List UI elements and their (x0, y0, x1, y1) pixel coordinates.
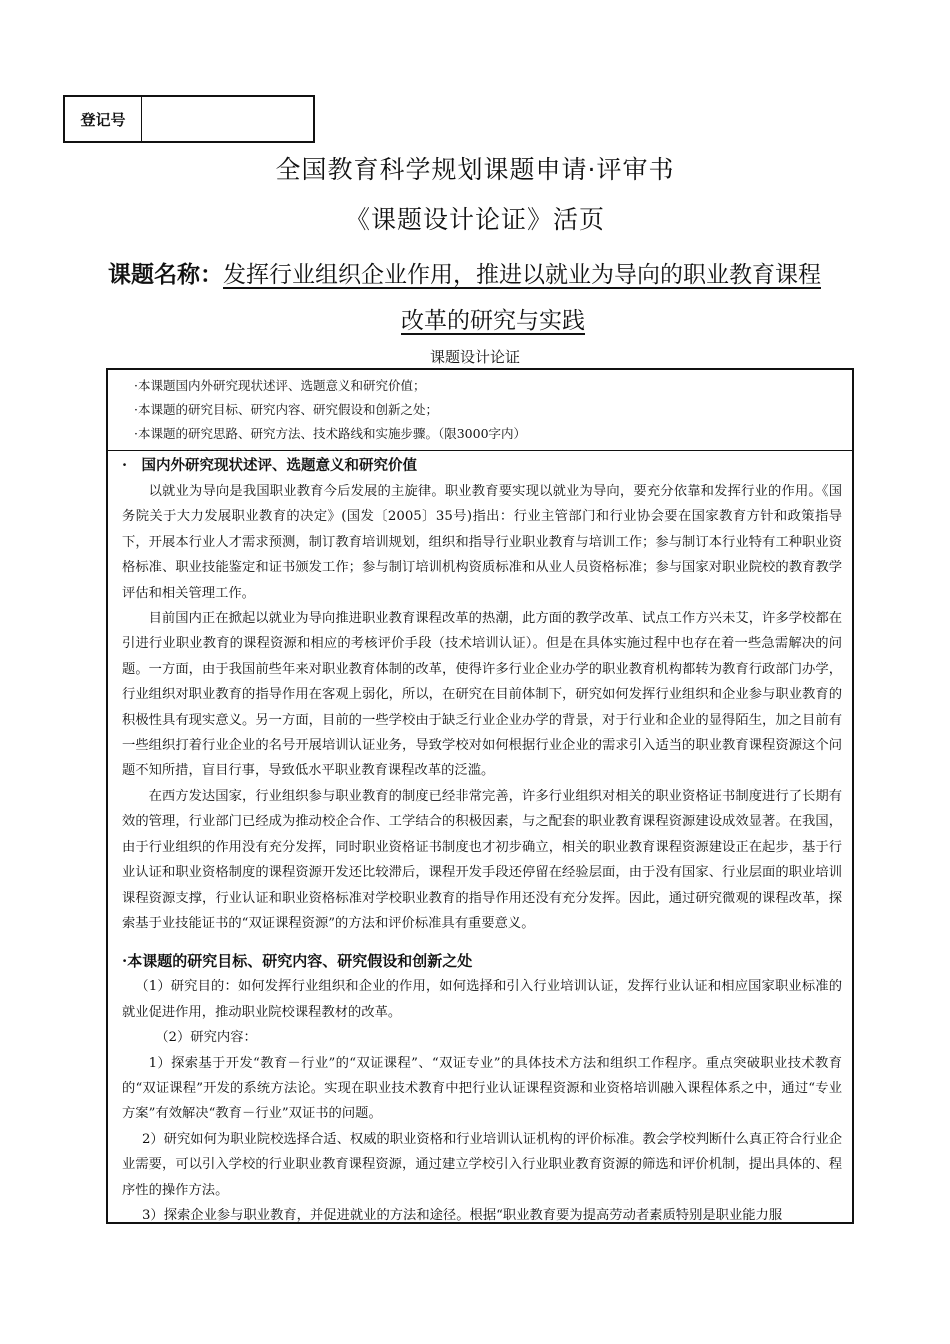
research-content-heading: （2）研究内容： (155, 1030, 257, 1046)
prompt-item: ·本课题的研究目标、研究内容、研究假设和创新之处； (134, 402, 438, 417)
research-content-item: 1）探索基于开发“教育－行业”的“双证课程”、“双证专业”的具体技术方法和组织工作程序。重点突破职业技术教育的“双证课程”开发的系统方法论。实现在职业技术教育中把行业认证课程资源和业资格培训融入课程体系之中，通过“专业方案”有效解决“教育－行业”双证书的问题。 (122, 1055, 842, 1122)
section-caption: 课题设计论证 (429, 348, 520, 366)
prompt-item: ·本课题国内外研究现状述评、选题意义和研究价值； (134, 378, 426, 393)
topic-title (108, 252, 898, 344)
topic-label: 课题名称： (108, 262, 223, 288)
registration-value-field[interactable] (142, 97, 313, 141)
design-argument-frame (106, 368, 854, 1224)
section1-paragraph: 目前国内正在掀起以就业为导向推进职业教育课程改革的热潮，此方面的教学改革、试点工作方兴未艾，许多学校都在引进行业职业教育的课程资源和相应的考核评价手段（技术培训认证）。但是在具体实施过程中也存在着一些急需解决的问题。一方面，由于我国前些年来对职业教育体制的改革，使得许多行业企业办学的职业教育机构都转为教育行政部门办学，行业组织对职业教育的指导作用在客观上弱化，所以，在研究在目前体制下，研究如何发挥行业组织和企业参与职业教育的积极性具有现实意义。另一方面，目前的一些学校由于缺乏行业企业办学的背景，对于行业和企业的显得陌生，加之目前有一些组织打着行业企业的名号开展培训认证业务，导致学校对如何根据行业企业的需求引入适当的职业教育课程资源这个问题不知所措，盲目行事，导致低水平职业教育课程改革的泛滥。 (122, 611, 842, 779)
topic-name-line2: 改革的研究与实践 (401, 308, 585, 334)
document-title: 全国教育科学规划课题申请·评审书 (275, 155, 675, 184)
section1-heading: · 国内外研究现状述评、选题意义和研究价值 (122, 457, 418, 474)
research-goal: （1）研究目的：如何发挥行业组织和企业的作用，如何选择和引入行业培训认证，发挥行业认证和相应国家职业标准的就业促进作用，推动职业院校课程教材的改革。 (122, 979, 842, 1020)
section1-paragraph: 以就业为导向是我国职业教育今后发展的主旋律。职业教育要实现以就业为导向，要充分依靠和发挥行业的作用。《国务院关于大力发展职业教育的决定》(国发〔2005〕35号)指出：行业主管部门和行业协会要在国家教育方针和政策指导下，开展本行业人才需求预测，制订教育培训规划，组织和指导行业职业教育与培训工作；参与制订本行业特有工种职业资格标准、职业技能鉴定和证书颁发工作；参与制订培训机构资质标准和从业人员资格标准；参与国家对职业院校的教育教学评估和相关管理工作。 (122, 484, 842, 601)
prompt-item: ·本课题的研究思路、研究方法、技术路线和实施步骤。（限3000字内） (134, 426, 527, 441)
section2-heading: ·本课题的研究目标、研究内容、研究假设和创新之处 (122, 952, 473, 971)
document-subtitle: 《课题设计论证》活页 (344, 205, 605, 234)
registration-box (63, 95, 315, 143)
section1-paragraph: 在西方发达国家，行业组织参与职业教育的制度已经非常完善，许多行业组织对相关的职业资格证书制度进行了长期有效的管理，行业部门已经成为推动校企合作、工学结合的积极因素，与之配套的职业教育课程资源建设成效显著。在我国，由于行业组织的作用没有充分发挥，同时职业资格证书制度也才初步确立，相关的职业教育课程资源建设正在起步，基于行业认证和职业资格制度的课程资源开发还比较滞后，课程开发手段还停留在经验层面，由于没有国家、行业层面的职业培训课程资源支撑，行业认证和职业资格标准对学校职业教育的指导作用还没有充分发挥。因此，通过研究微观的课程改革，探索基于业技能证书的“双证课程资源”的方法和评价标准具有重要意义。 (122, 788, 842, 931)
research-content-item: 3）探索企业参与职业教育，并促进就业的方法和途径。根据“职业教育要为提高劳动者素质特别是职业能力服 (141, 1207, 783, 1223)
topic-name-line1: 发挥行业组织企业作用，推进以就业为导向的职业教育课程 (223, 262, 821, 288)
registration-label: 登记号 (65, 97, 142, 141)
argument-body (108, 451, 852, 1224)
prompt-list (108, 370, 852, 451)
research-content-item: 2）研究如何为职业院校选择合适、权威的职业资格和行业培训认证机构的评价标准。教会学校判断什么真正符合行业企业需要，可以引入学校的行业职业教育课程资源，通过建立学校引入行业职业教育资源的筛选和评价机制，提出具体的、程序性的操作方法。 (122, 1131, 842, 1198)
